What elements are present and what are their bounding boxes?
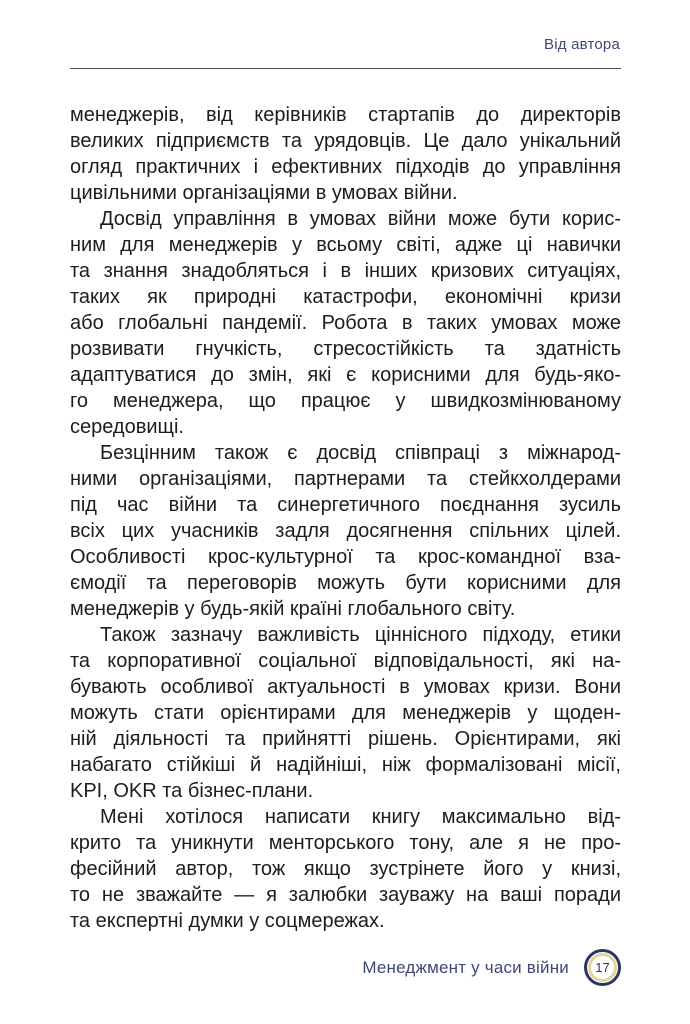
text-line: Досвід управління в умовах війни може бути корис- <box>100 208 621 230</box>
page-number-badge <box>584 949 621 986</box>
text-line: менеджерів у будь-якій країні глобального світу. <box>70 598 516 620</box>
text-line: адаптуватися до змін, які є корисними для будь-яко- <box>70 364 621 386</box>
text-line: Безцінним також є досвід співпраці з міжнарод- <box>100 442 621 464</box>
text-line: крито та уникнути менторського тону, але я не про- <box>70 832 621 854</box>
text-line: розвивати гнучкість, стресостійкість та здатність <box>70 338 621 360</box>
text-line: бувають особливої актуальності в умовах кризи. Вони <box>70 676 621 698</box>
text-line: всіх цих учасників задля досягнення спільних цілей. <box>70 520 621 542</box>
text-line: ними організаціями, партнерами та стейкхолдерами <box>70 468 621 490</box>
page-number-badge-inner-ring <box>588 953 617 982</box>
text-line: го менеджера, що працює у швидкозмінюваному <box>70 390 621 412</box>
paragraph <box>70 804 621 934</box>
text-line: або глобальні пандемії. Робота в таких умовах може <box>70 312 621 334</box>
text-line: можуть стати орієнтирами для менеджерів у щоден- <box>70 702 621 724</box>
text-line: та знання знадобляться і в інших кризових ситуаціях, <box>70 260 621 282</box>
text-line: менеджерів, від керівників стартапів до директорів <box>70 104 621 126</box>
text-line: Особливості крос-культурної та крос-командної вза- <box>70 546 621 568</box>
text-line: Також зазначу важливість ціннісного підходу, етики <box>100 624 621 646</box>
paragraph <box>70 206 621 440</box>
header-section-label: Від автора <box>544 36 620 53</box>
page-header <box>70 36 620 53</box>
text-line: ній діяльності та прийнятті рішень. Орієнтирами, які <box>70 728 621 750</box>
header-rule <box>70 68 621 69</box>
text-line: огляд практичних і ефективних підходів до управління <box>70 156 621 178</box>
text-line: KPI, OKR та бізнес-плани. <box>70 780 314 802</box>
text-line: цивільними організаціями в умовах війни. <box>70 182 458 204</box>
text-line: та експертні думки у соцмережах. <box>70 910 385 932</box>
text-line: фесійний автор, тож якщо зустрінете його у книзі, <box>70 858 621 880</box>
text-line: таких як природні катастрофи, економічні кризи <box>70 286 621 308</box>
text-line: середовищі. <box>70 416 184 438</box>
text-line: ним для менеджерів у всьому світі, адже ці навички <box>70 234 621 256</box>
paragraph <box>70 440 621 622</box>
text-line: великих підприємств та урядовців. Це дало унікальний <box>70 130 621 152</box>
page-number: 17 <box>595 960 610 975</box>
footer-book-title: Менеджмент у часи війни <box>362 957 569 977</box>
text-line: ємодії та переговорів можуть бути корисними для <box>70 572 621 594</box>
page-body <box>70 102 621 934</box>
text-line: Мені хотілося написати книгу максимально від- <box>100 806 621 828</box>
text-line: під час війни та синергетичного поєднання зусиль <box>70 494 621 516</box>
text-line: та корпоративної соціальної відповідальності, які на- <box>70 650 621 672</box>
paragraph <box>70 622 621 804</box>
text-line: то не зважайте — я залюбки зауважу на ваші поради <box>70 884 621 906</box>
paragraph <box>70 102 621 206</box>
page-footer <box>362 949 621 986</box>
text-line: набагато стійкіші й надійніші, ніж формалізовані місії, <box>70 754 621 776</box>
